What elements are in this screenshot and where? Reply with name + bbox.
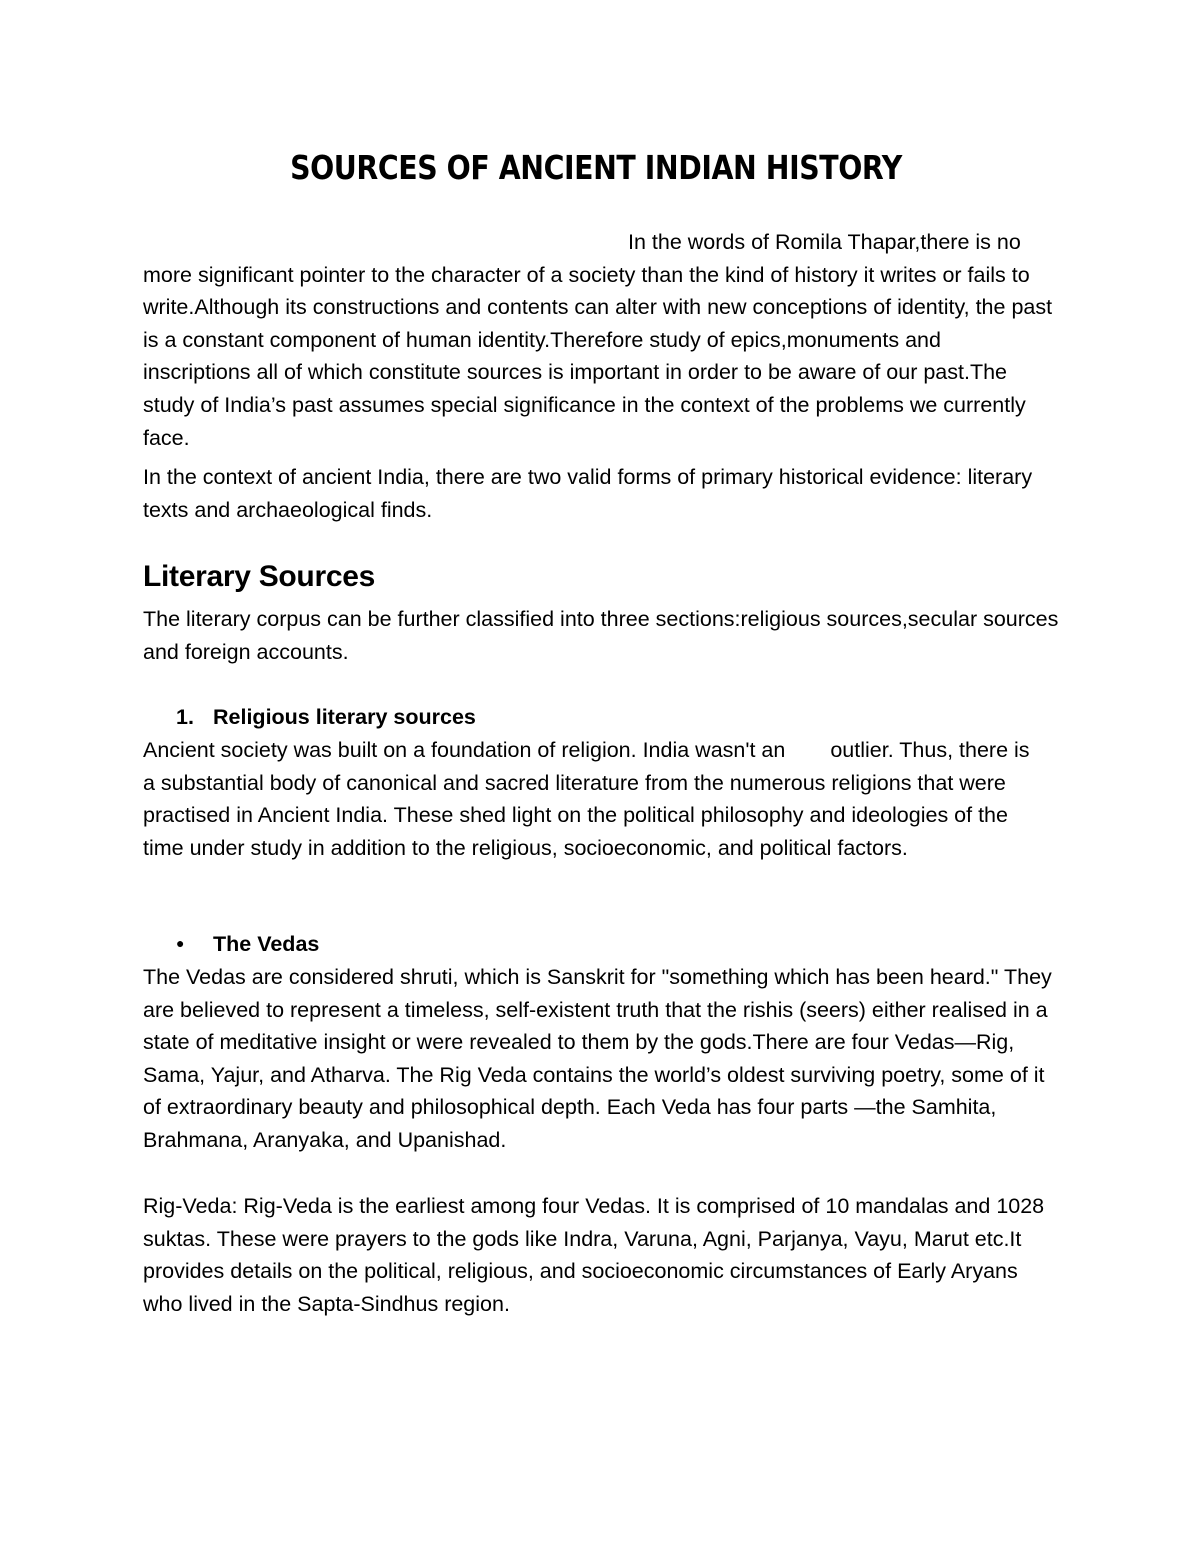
- religious-para-start: Ancient society was built on a foundation of religion. India wasn't an: [143, 738, 786, 762]
- literary-sources-intro: The literary corpus can be further classified into three sections:religious sources,secular sources and foreign accounts.: [143, 607, 1059, 664]
- vedas-paragraph: The Vedas are considered shruti, which is Sanskrit for "something which has been heard." They are believed to represent a timeless, self-existent truth that the rishis (seers) either realised in a state of meditative insight or were revealed to them by the gods.There are four Vedas—Rig, Sama, Yajur, and Atharva. The Rig Veda contains the world’s oldest surviving poetry, some of it of extraordinary beauty and philosophical depth. Each Veda has four parts —the Samhita, Brahmana, Aranyaka, and Upanishad.: [143, 965, 1052, 1152]
- religious-sources-heading: [176, 701, 476, 734]
- rigveda-paragraph: Rig-Veda: Rig-Veda is the earliest among four Vedas. It is comprised of 10 mandalas and 1028 suktas. These were prayers to the gods like Indra, Varuna, Agni, Parjanya, Vayu, Marut etc.It provides details on the political, religious, and socioeconomic circumstances of Early Aryans who lived in the Sapta-Sindhus region.: [143, 1194, 1045, 1316]
- religious-sources-heading-text: Religious literary sources: [213, 705, 476, 729]
- vedas-heading-text: The Vedas: [213, 932, 320, 956]
- document-title: SOURCES OF ANCIENT INDIAN HISTORY: [290, 148, 902, 187]
- intro-context-paragraph: In the context of ancient India, there are two valid forms of primary historical evidence: literary texts and archaeological finds.: [143, 465, 1033, 522]
- vedas-heading: [176, 928, 319, 962]
- religious-para-rest: outlier. Thus, there is a substantial body of canonical and sacred literature from the numerous religions that were practised in Ancient India. These shed light on the political philosophy and ideologies of the time under study in addition to the religious, socioeconomic, and political factors.: [143, 738, 1030, 860]
- intro-rest: more significant pointer to the character of a society than the kind of history it writes or fails to write.Although its constructions and contents can alter with new conceptions of identity, the past is a constant component of human identity.Therefore study of epics,monuments and inscriptions all of which constitute sources is important in order to be aware of our past.The study of India’s past assumes special significance in the context of the problems we currently face.: [143, 262, 1053, 450]
- intro-first-line: In the words of Romila Thapar,there is no: [628, 230, 1021, 254]
- religious-sources-paragraph: [143, 734, 1043, 864]
- list-number: 1.: [176, 705, 194, 729]
- literary-sources-heading: Literary Sources: [143, 560, 375, 593]
- intro-paragraph: [143, 226, 1053, 454]
- bullet-icon: ●: [176, 935, 185, 952]
